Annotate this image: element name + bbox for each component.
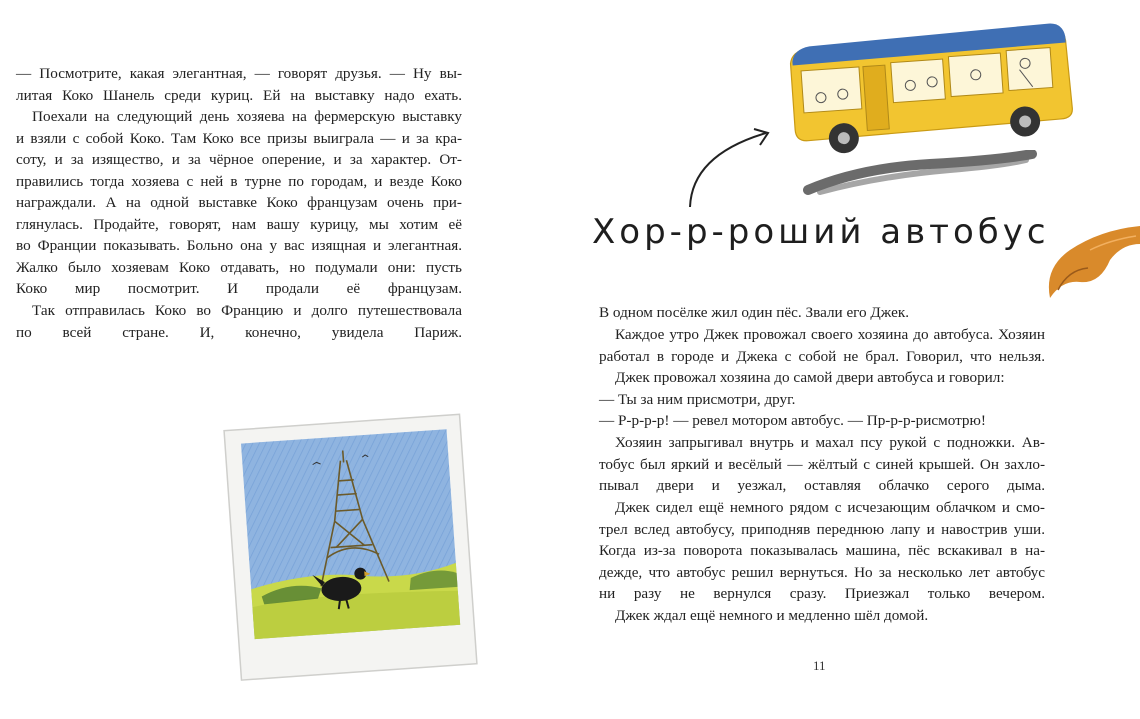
right-paragraph-8	[599, 605, 1045, 627]
text-line: во Франции показывать. Больно она у вас изящная и элегантная.	[16, 237, 462, 254]
text-line: Джек сидел ещё немного рядом с исчезающим облачком и смо-	[615, 499, 1045, 516]
text-line: — Р-р-р-р! — ревел мотором автобус. — Пр-р-р-рисмотрю!	[599, 412, 986, 429]
text-line: соту, и за изящество, и за чёрное оперение, и за характер. От-	[16, 151, 462, 168]
text-line: трел вслед автобусу, приподняв переднюю лапу и навострив уши.	[599, 520, 1045, 538]
right-paragraph-1	[599, 302, 1045, 324]
yellow-bus-illustration	[780, 10, 1080, 160]
text-line: ни разу не вернулся сразу. Приезжал только вечером.	[599, 585, 1045, 602]
text-line: литая Коко Шанель среди куриц. Ей на выставку надо ехать.	[16, 86, 462, 104]
text-line: работал в городе и Джека с собой не брал. Говорил, что нельзя.	[599, 347, 1045, 365]
text-line: Жалко было хозяевам Коко отдавать, но подумали они: пусть	[16, 258, 462, 276]
left-paragraph-3	[16, 300, 462, 343]
page-number: 11	[813, 658, 826, 673]
text-line: по всей стране. И, конечно, увидела Париж.	[16, 323, 462, 341]
text-line: дежде, что автобус решил вернуться. Но за несколько лет автобус	[599, 563, 1045, 581]
left-paragraph-2	[16, 106, 462, 300]
smoke-scribble-illustration	[800, 150, 1040, 200]
arrow-icon	[680, 125, 780, 215]
text-line: пывал двери и уезжал, оставляя облачко серого дыма.	[599, 477, 1045, 494]
text-line: глянулась. Продайте, говорят, нам вашу курицу, мы хотим её	[16, 215, 462, 233]
text-line: Джек провожал хозяина до самой двери автобуса и говорил:	[615, 369, 1005, 386]
left-paragraph-1	[16, 63, 462, 106]
dog-fur-illustration	[1040, 220, 1140, 310]
text-line: Каждое утро Джек провожал своего хозяина до автобуса. Хозяин	[615, 326, 1045, 343]
text-line: тобус был яркий и весёлый — жёлтый с синей крышей. Он захло-	[599, 455, 1045, 473]
text-line: Хозяин запрыгивал внутрь и махал псу рукой с подножки. Ав-	[615, 434, 1045, 451]
text-line: — Посмотрите, какая элегантная, — говорят друзья. — Ну вы-	[16, 65, 462, 82]
text-line: правились тогда хозяева с ней в турне по городам, и везде Коко	[16, 172, 462, 190]
text-line: Джек ждал ещё немного и медленно шёл домой.	[615, 607, 929, 624]
text-line: Коко мир посмотрит. И продали её французам.	[16, 280, 462, 297]
text-line: Поехали на следующий день хозяева на фермерскую выставку	[32, 108, 462, 125]
right-paragraph-3	[599, 367, 1045, 389]
text-line: Так отправилась Коко во Францию и долго путешествовала	[32, 302, 462, 319]
right-paragraph-4	[599, 389, 1045, 411]
right-paragraph-5	[599, 410, 1045, 432]
right-paragraph-7	[599, 497, 1045, 605]
text-line: В одном посёлке жил один пёс. Звали его Джек.	[599, 304, 909, 321]
text-line: награждали. А на одной выставке Коко французам очень при-	[16, 194, 462, 211]
right-paragraph-6	[599, 432, 1045, 497]
text-line: — Ты за ним присмотри, друг.	[599, 391, 796, 408]
eiffel-tower-polaroid-illustration	[218, 400, 488, 685]
text-line: и взяли с собой Коко. Там Коко все призы выиграла — и за кра-	[16, 129, 462, 147]
chapter-title: Хор-р-роший автобус	[592, 212, 1050, 252]
right-paragraph-2	[599, 324, 1045, 367]
text-line: Когда из-за поворота показывалась машина, пёс вскакивал в на-	[599, 542, 1045, 559]
